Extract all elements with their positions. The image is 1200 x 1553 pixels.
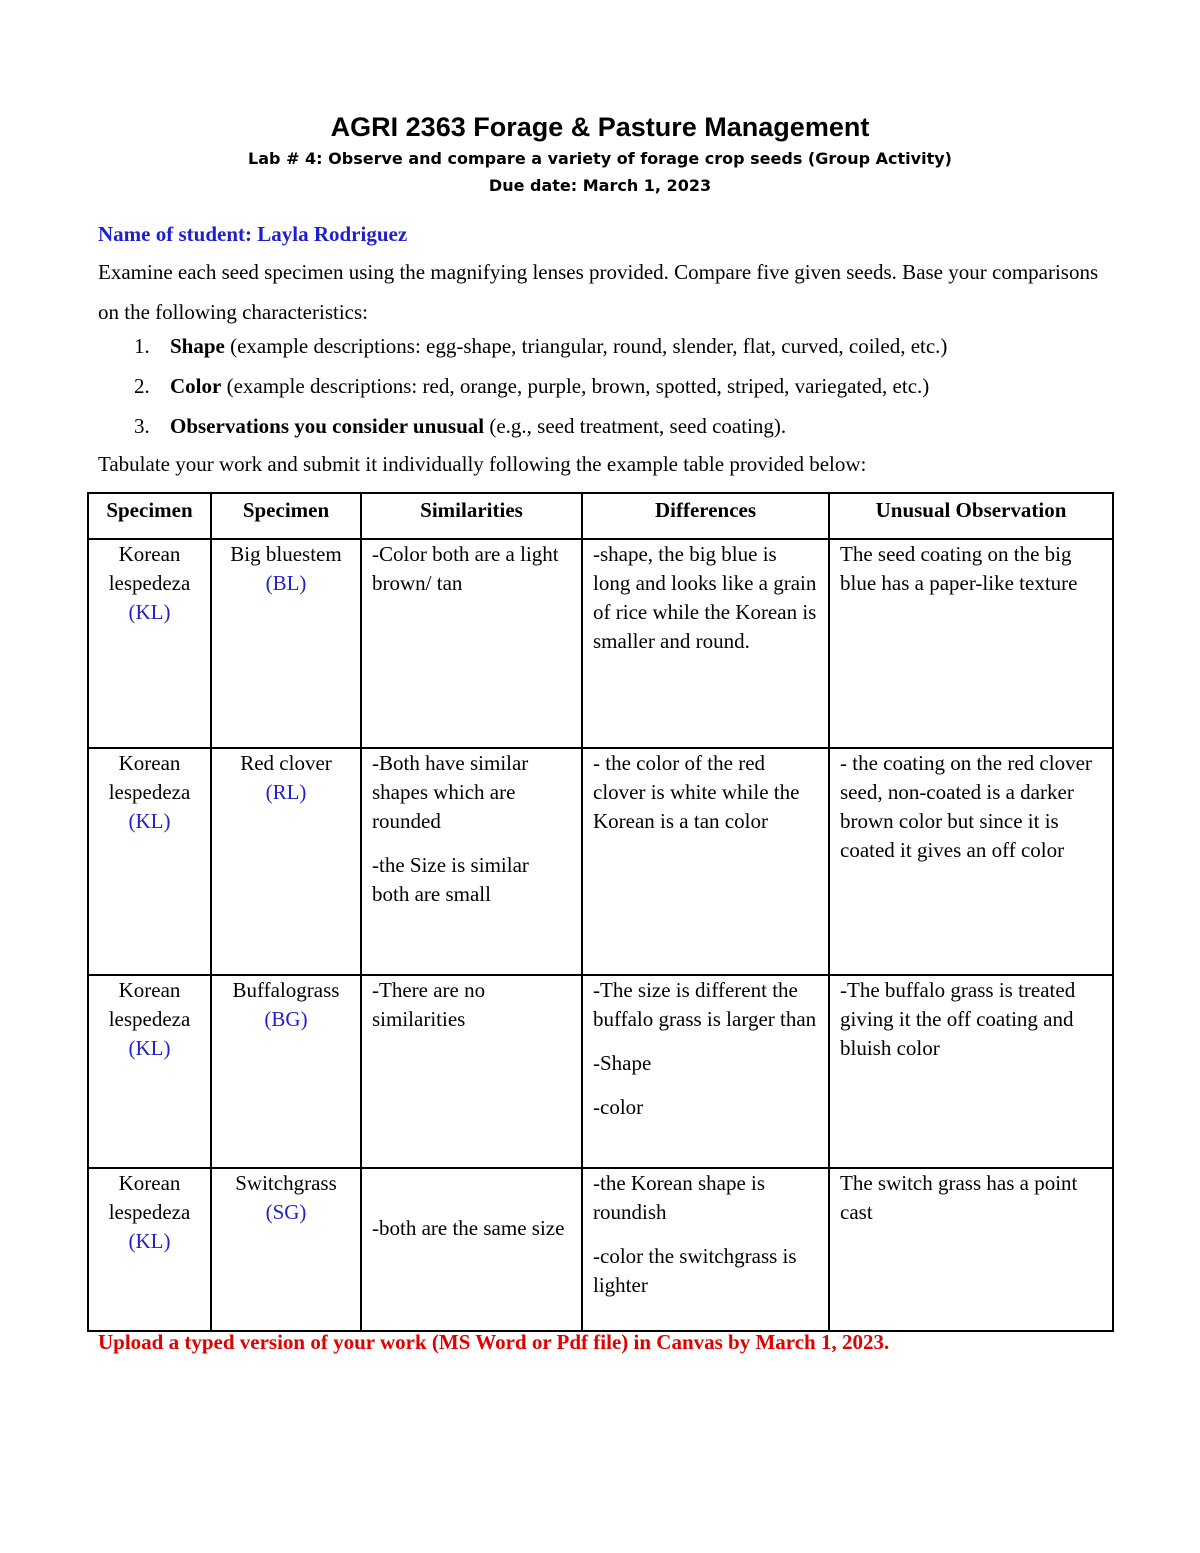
similarity-text: -Both have similar shapes which are rounded — [372, 751, 529, 833]
specimen-cell — [88, 1168, 211, 1331]
specimen-cell — [88, 975, 211, 1168]
specimen-cell — [211, 1168, 361, 1331]
specimen-code: (KL) — [128, 1229, 171, 1253]
unusual-cell — [829, 975, 1113, 1168]
header-differences: Differences — [582, 493, 829, 539]
criteria-item-shape — [98, 330, 1098, 370]
tabulate-instruction: Tabulate your work and submit it individually following the example table provided below: — [98, 452, 867, 476]
similarity-text: -There are no similarities — [372, 978, 486, 1031]
difference-text: -color the switchgrass is lighter — [593, 1244, 797, 1297]
criteria-term: Observations you consider unusual — [170, 414, 485, 438]
table-row — [88, 1168, 1113, 1331]
unusual-text: - the coating on the red clover seed, non-coated is a darker brown color but since it is coated it gives an off color — [840, 751, 1092, 862]
specimen-cell — [211, 748, 361, 975]
criteria-number: 1. — [134, 334, 150, 358]
specimen-cell — [88, 539, 211, 748]
specimen-name: Red clover — [240, 751, 332, 775]
table-row — [88, 975, 1113, 1168]
similarity-text: -both are the same size — [372, 1216, 565, 1240]
header-unusual-observation: Unusual Observation — [829, 493, 1113, 539]
lab-subtitle: Lab # 4: Observe and compare a variety of forage crop seeds (Group Activity) — [248, 149, 952, 168]
specimen-cell — [211, 539, 361, 748]
similarity-text: -the Size is similar both are small — [372, 853, 529, 906]
differences-cell — [582, 539, 829, 748]
table-header-row — [88, 493, 1113, 539]
criteria-item-unusual — [98, 410, 1098, 450]
specimen-code: (BL) — [265, 571, 307, 595]
differences-cell — [582, 975, 829, 1168]
unusual-text: The switch grass has a point cast — [840, 1171, 1078, 1224]
header-specimen-2: Specimen — [211, 493, 361, 539]
table-row — [88, 748, 1113, 975]
table-row — [88, 539, 1113, 748]
criteria-description: (e.g., seed treatment, seed coating). — [484, 414, 787, 438]
unusual-text: -The buffalo grass is treated giving it the off coating and bluish color — [840, 978, 1076, 1060]
similarities-cell — [361, 975, 582, 1168]
criteria-description: (example descriptions: egg-shape, triangular, round, slender, flat, curved, coiled, etc.) — [224, 334, 948, 358]
difference-text: -the Korean shape is roundish — [593, 1171, 766, 1224]
specimen-code: (BG) — [264, 1007, 308, 1031]
similarities-cell — [361, 748, 582, 975]
specimen-cell — [88, 748, 211, 975]
document-title: AGRI 2363 Forage & Pasture Management — [330, 112, 870, 142]
similarities-cell — [361, 1168, 582, 1331]
specimen-code: (RL) — [265, 780, 307, 804]
difference-text: - the color of the red clover is white while the Korean is a tan color — [593, 751, 800, 833]
seed-comparison-table — [87, 492, 1114, 1332]
unusual-text: The seed coating on the big blue has a paper-like texture — [840, 542, 1078, 595]
header-similarities: Similarities — [361, 493, 582, 539]
criteria-list — [98, 330, 1098, 450]
student-name: Name of student: Layla Rodriguez — [98, 222, 408, 246]
unusual-cell — [829, 1168, 1113, 1331]
difference-text: -color — [593, 1095, 644, 1119]
criteria-number: 3. — [134, 414, 150, 438]
specimen-name: Switchgrass — [235, 1171, 337, 1195]
specimen-name: Korean lespedeza — [108, 978, 191, 1031]
specimen-code: (KL) — [128, 1036, 171, 1060]
specimen-name: Korean lespedeza — [108, 542, 191, 595]
criteria-description: (example descriptions: red, orange, purple, brown, spotted, striped, variegated, etc.) — [221, 374, 930, 398]
intro-paragraph: Examine each seed specimen using the magnifying lenses provided. Compare five given seeds. Base your comparisons on the following characteristics: — [98, 260, 1099, 324]
specimen-code: (KL) — [128, 809, 171, 833]
specimen-name: Korean lespedeza — [108, 1171, 191, 1224]
header-specimen-1: Specimen — [88, 493, 211, 539]
similarities-cell — [361, 539, 582, 748]
unusual-cell — [829, 748, 1113, 975]
difference-text: -The size is different the buffalo grass is larger than — [593, 978, 817, 1031]
criteria-number: 2. — [134, 374, 150, 398]
upload-instruction: Upload a typed version of your work (MS Word or Pdf file) in Canvas by March 1, 2023. — [98, 1330, 890, 1354]
unusual-cell — [829, 539, 1113, 748]
difference-text: -shape, the big blue is long and looks like a grain of rice while the Korean is smaller and round. — [593, 542, 817, 653]
specimen-code: (KL) — [128, 600, 171, 624]
differences-cell — [582, 1168, 829, 1331]
difference-text: -Shape — [593, 1051, 652, 1075]
similarity-text: -Color both are a light brown/ tan — [372, 542, 559, 595]
specimen-name: Buffalograss — [232, 978, 340, 1002]
criteria-term: Color — [170, 374, 222, 398]
criteria-term: Shape — [170, 334, 225, 358]
specimen-cell — [211, 975, 361, 1168]
criteria-item-color — [98, 370, 1098, 410]
specimen-code: (SG) — [265, 1200, 307, 1224]
differences-cell — [582, 748, 829, 975]
due-date: Due date: March 1, 2023 — [488, 176, 712, 195]
specimen-name: Big bluestem — [230, 542, 342, 566]
specimen-name: Korean lespedeza — [108, 751, 191, 804]
